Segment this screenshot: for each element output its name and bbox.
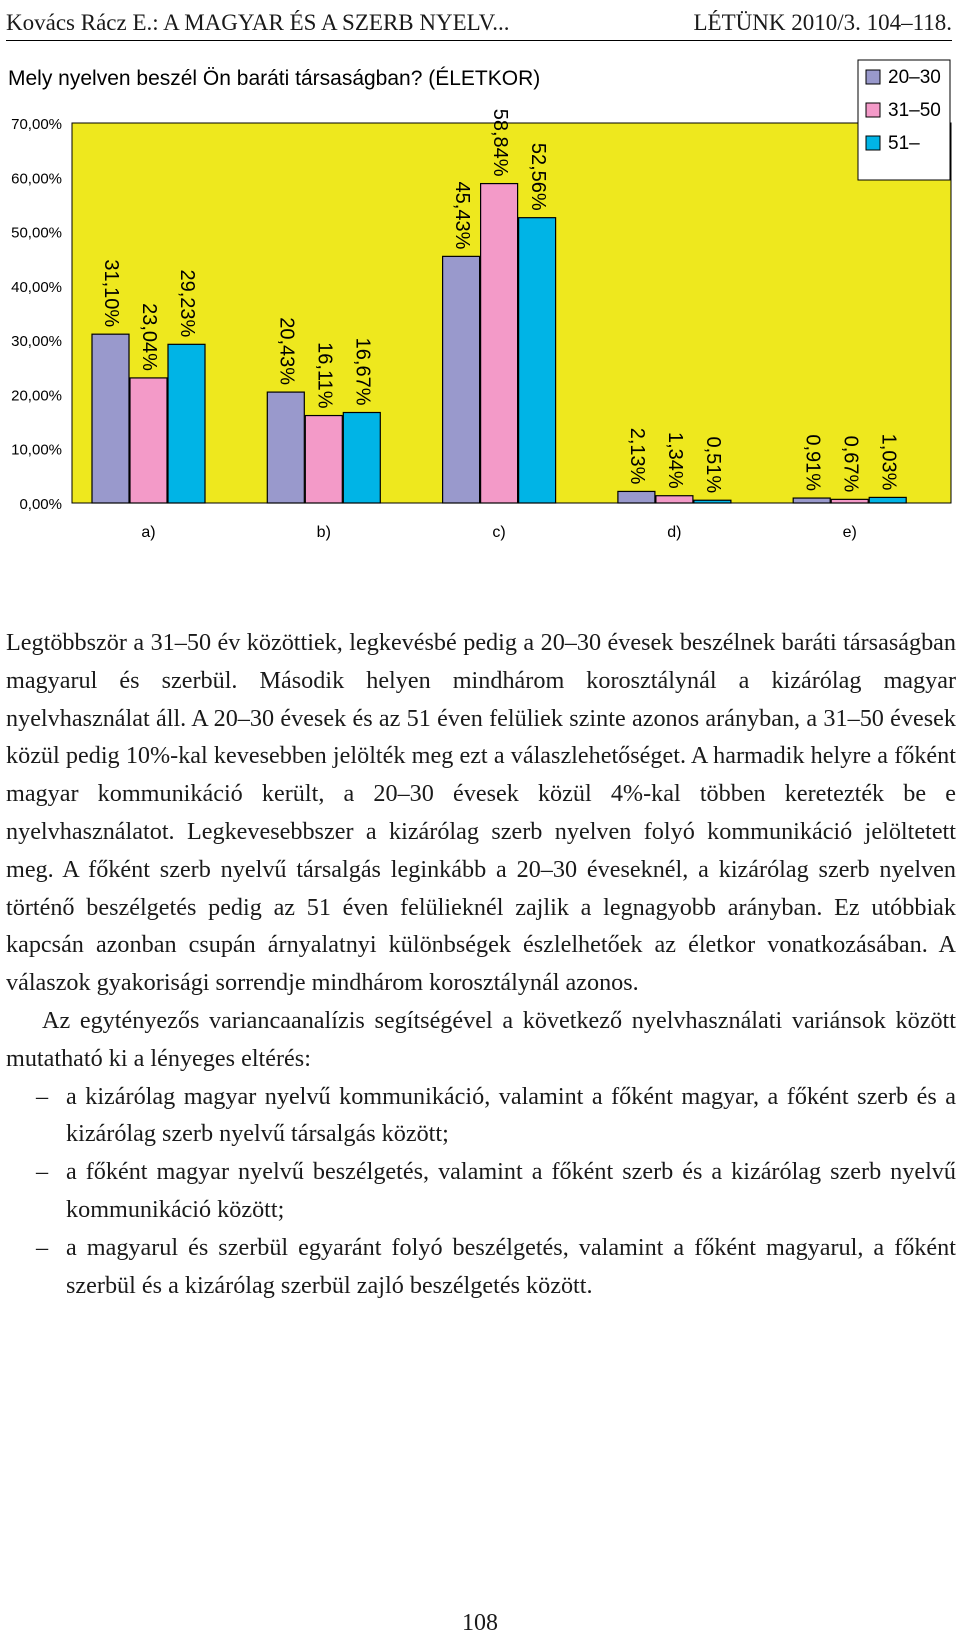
bar-value-label: 16,67% [351,337,374,406]
y-tick-label: 40,00% [11,278,62,296]
dash-list [6,1078,956,1305]
bar-value-label: 2,13% [626,427,649,485]
bar-value-label: 23,04% [138,303,161,371]
bar [831,499,868,503]
bar-value-label: 52,56% [526,142,549,211]
header-journal-ref: LÉTÜNK 2010/3. 104–118. [693,10,952,35]
legend-swatch [866,70,880,84]
bar [443,256,480,503]
bar-value-label: 1,03% [877,433,900,491]
bar-value-label: 58,84% [488,108,511,177]
y-axis [11,116,62,513]
list-item-text: a magyarul és szerbül egyaránt folyó beszélgetés, valamint a főként magyarul, a főként szerbül és a kizárólag szerbül zajló beszélgetés között. [66,1233,956,1299]
bar-chart [0,52,960,562]
bar-value-label: 31,10% [100,259,123,328]
dash-marker: – [36,1233,49,1261]
bar [694,500,731,503]
legend-label: 31–50 [888,100,941,121]
x-axis [141,524,856,541]
bar [618,491,655,503]
header-author-title: Kovács Rácz E.: A MAGYAR ÉS A SZERB NYELV... [6,10,510,35]
bar [305,416,342,503]
x-tick-label: c) [492,524,506,541]
running-header [6,6,952,41]
y-tick-label: 60,00% [11,170,62,188]
bar [519,218,556,503]
y-tick-label: 0,00% [19,496,62,513]
bar-value-label: 0,67% [839,435,862,493]
list-item-text: a kizárólag magyar nyelvű kommunikáció, valamint a főként magyar, a főként szerb és a kizárólag szerb nyelvű társalgás között; [66,1082,956,1148]
dash-marker: – [36,1082,49,1110]
x-tick-label: d) [667,524,682,541]
bar-value-label: 0,91% [801,434,824,492]
list-item [6,1153,956,1229]
page-number: 108 [462,1610,498,1636]
legend-swatch [866,103,880,117]
y-tick-label: 70,00% [11,116,62,133]
x-tick-label: a) [141,524,156,541]
bar [267,392,304,503]
bar [92,334,129,503]
bar [656,496,693,503]
bar-value-label: 29,23% [176,269,199,338]
bar [481,184,518,503]
chart-title: Mely nyelven beszél Ön baráti társaságban? (ÉLETKOR) [8,67,541,90]
y-tick-label: 50,00% [11,224,62,242]
bar [869,497,906,503]
paragraph-1: Legtöbbször a 31–50 év közöttiek, legkevésbé pedig a 20–30 évesek beszélnek baráti társaságban magyarul és szerbül. Második helyen mindhárom korosztálynál a kizárólag magyar nyelvhasználat áll. A 20–30 évesek és az 51 éven felüliek szinte azonos arányban, a 31–50 évesek közül pedig 10%-kal kevesebben jelölték meg ezt a válaszlehetőséget. A harmadik helyre a főként magyar kommunikáció került, a 20–30 évesek közül 4%-kal többen keretezték be e nyelvhasználatot. Legkevesebbszer a kizárólag szerb nyelven folyó kommunikáció jelöltetett meg. A főként szerb nyelvű társalgás leginkább a 20–30 éveseknél, a kizárólag szerb nyelven történő beszélgetés pedig az 51 éven felülieknél zajlik a legnagyobb arányban. Ez utóbbiak kapcsán azonban csupán árnyalatnyi különbségek észlelhetőek az életkor vonatkozásában. A válaszok gyakorisági sorrendje mindhárom korosztálynál azonos. [6,629,956,997]
bar [168,344,205,503]
paragraph-2: Az egytényezős variancaanalízis segítségével a következő nyelvhasználati variánsok között mutatható ki a lényeges eltérés: [6,1006,956,1072]
bar-value-label: 45,43% [450,181,473,250]
list-item [6,1078,956,1154]
bar-value-label: 16,11% [313,342,336,409]
bar-value-label: 20,43% [275,317,298,386]
x-tick-label: e) [842,524,857,541]
bar-value-label: 1,34% [664,432,687,489]
legend-label: 51– [888,133,920,154]
bar [793,498,830,503]
list-item-text: a főként magyar nyelvű beszélgetés, valamint a főként szerb és a kizárólag szerb nyelvű kommunikáció között; [66,1158,956,1223]
list-item [6,1229,956,1305]
article-body [6,624,956,1304]
y-tick-label: 10,00% [11,441,62,459]
bar [130,378,167,503]
y-tick-label: 20,00% [11,387,62,405]
legend-swatch [866,136,880,150]
bar-value-label: 0,51% [702,436,725,494]
dash-marker: – [36,1158,49,1186]
x-tick-label: b) [316,524,331,541]
y-tick-label: 30,00% [11,333,62,351]
bar [343,413,380,503]
legend-label: 20–30 [888,67,941,88]
